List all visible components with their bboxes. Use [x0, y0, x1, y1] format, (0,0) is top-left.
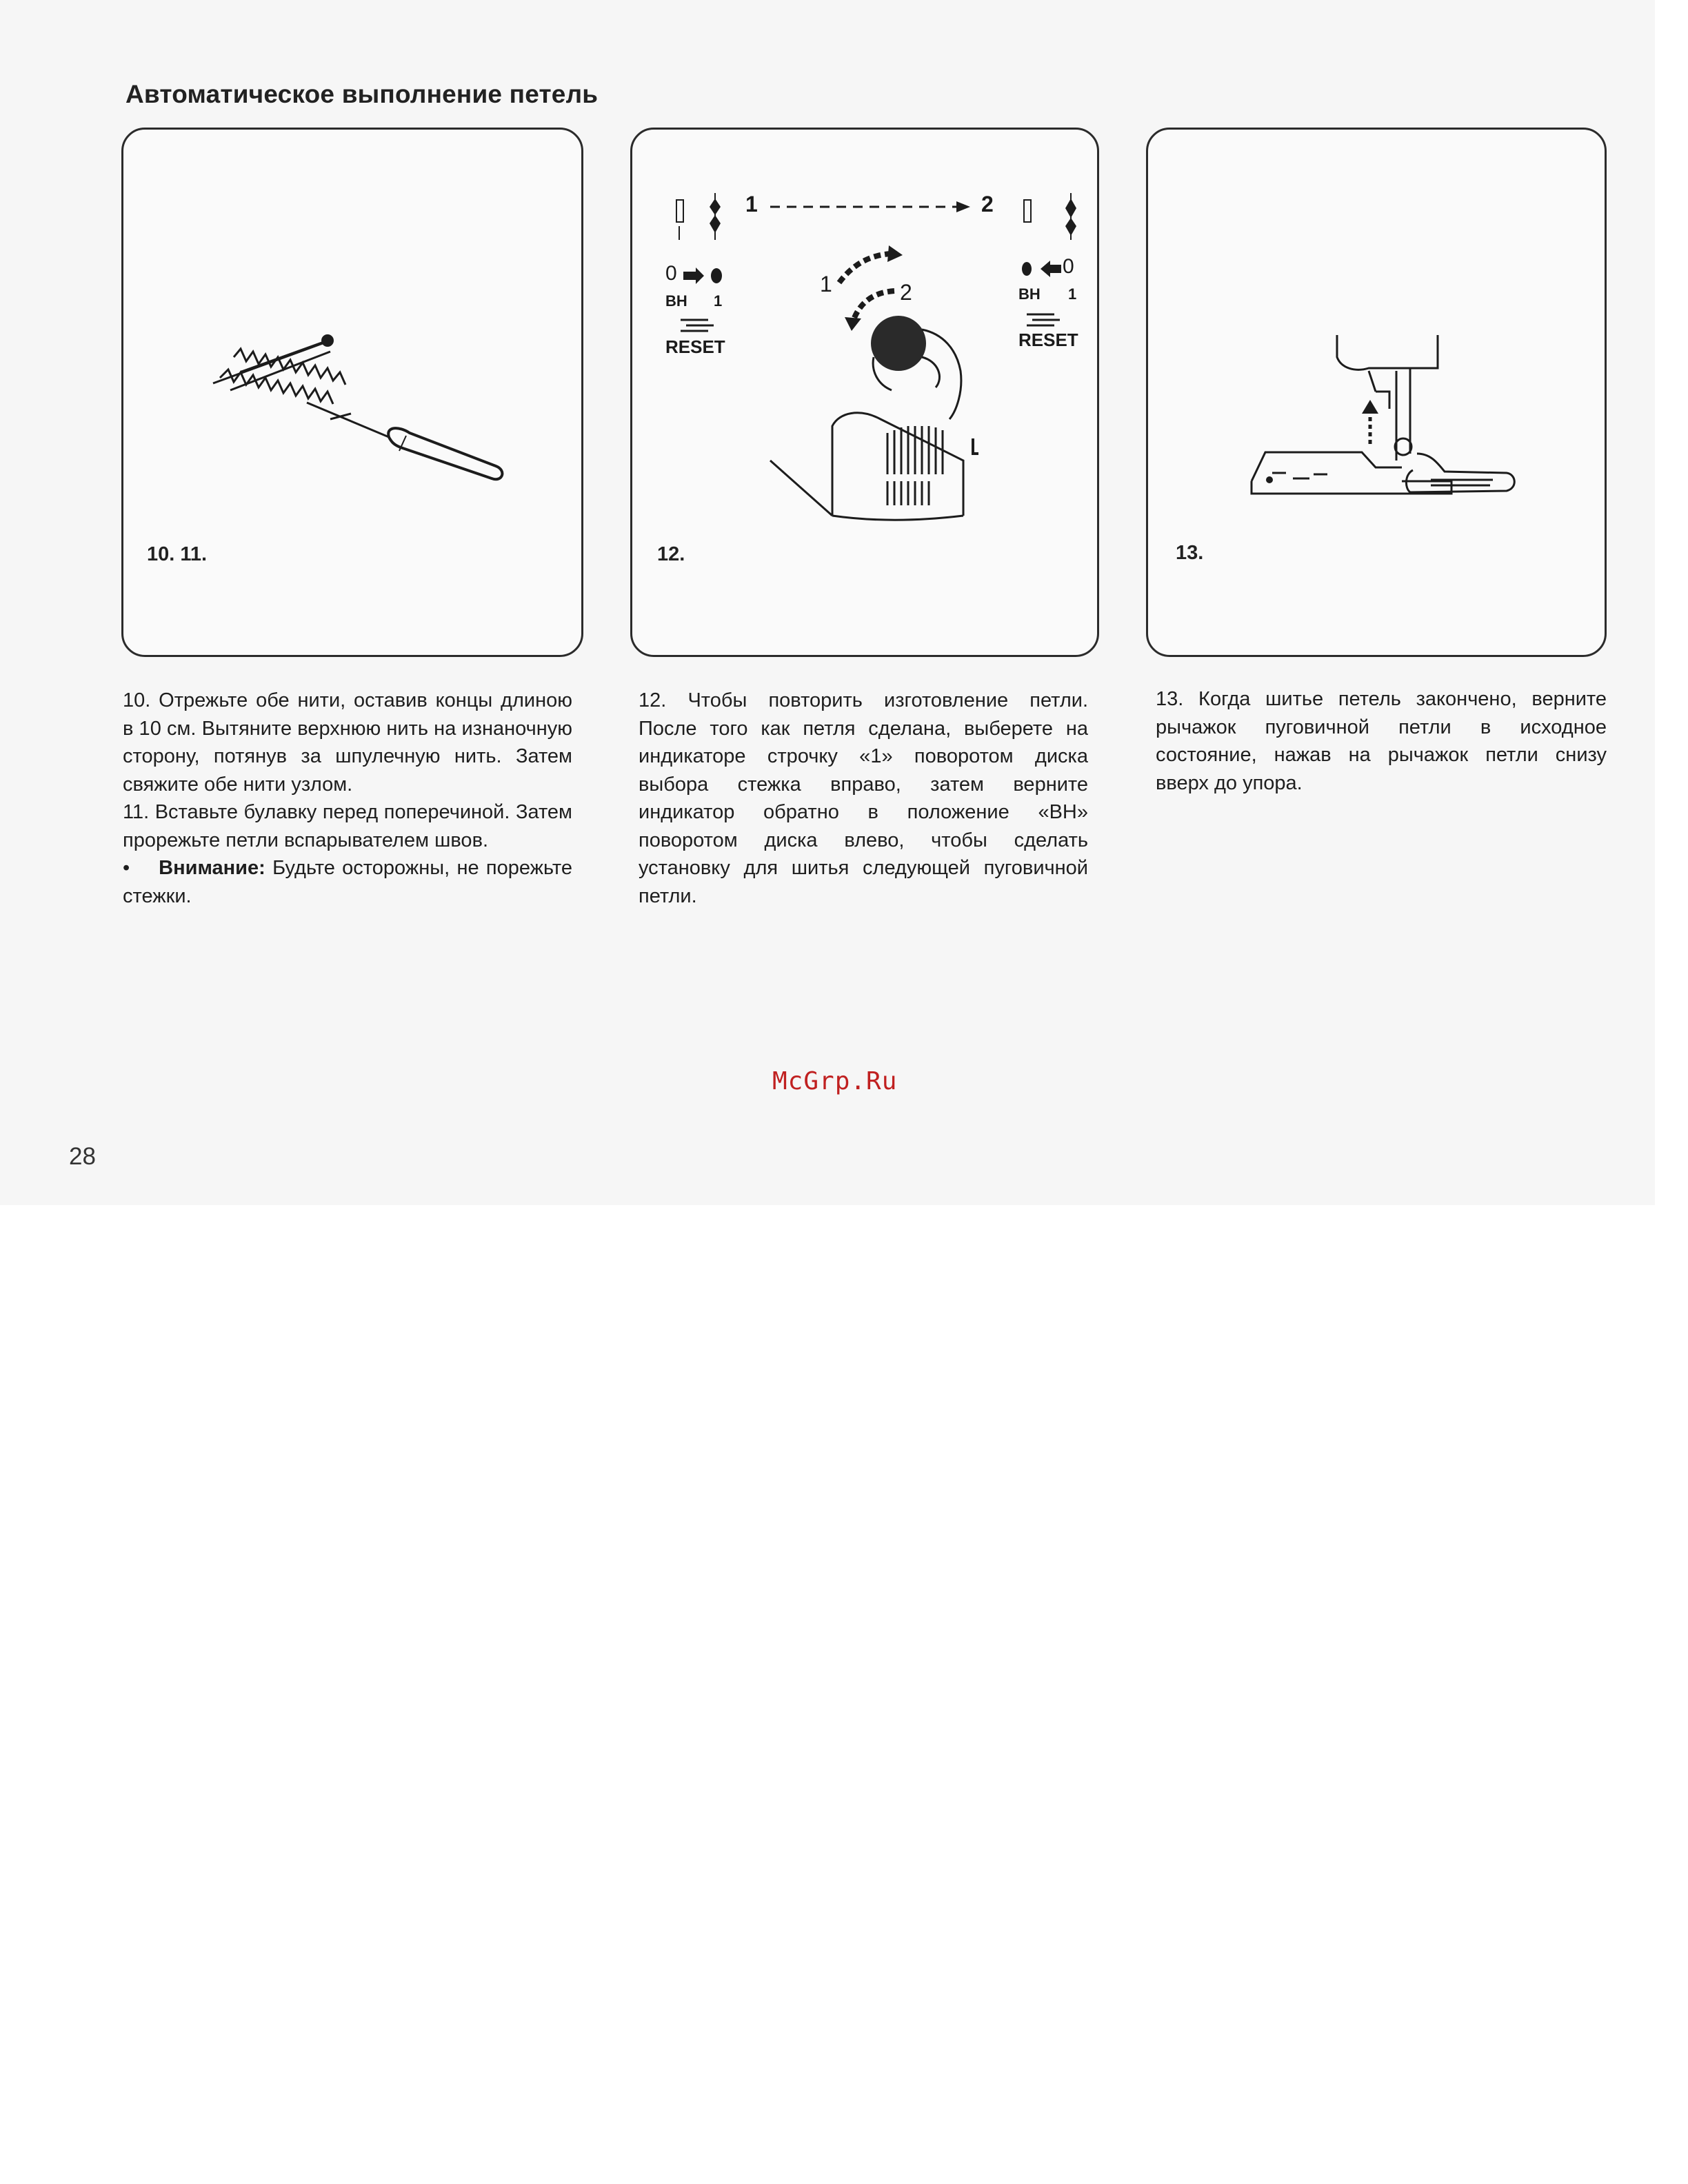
warning-label: Внимание:: [159, 857, 265, 879]
figure-panel-12: [630, 128, 1099, 657]
figure-panel-13: [1146, 128, 1607, 657]
instruction-paragraph: 10. Отрежьте обе нити, оставив концы длиною в 10 см. Вытяните верхнюю нить на изнаночную сторону, потянув за шпулечную нить. Затем свяжите обе нити узлом.: [123, 689, 572, 796]
right-indicator-bh: BH: [1018, 285, 1041, 303]
figure-label: 13.: [1176, 542, 1204, 564]
left-reset-label: RESET: [665, 336, 725, 357]
right-reset-label: RESET: [1018, 330, 1078, 350]
instruction-column-2: [639, 687, 1088, 910]
arrow-to-label: 2: [981, 192, 994, 216]
left-indicator-zero: 0: [665, 262, 677, 285]
instruction-column-3: [1156, 685, 1607, 797]
left-indicator-bh: BH: [665, 292, 687, 310]
figure-label: 10. 11.: [147, 543, 208, 565]
arrow-from-label: 1: [745, 192, 758, 216]
left-indicator-one: 1: [714, 292, 723, 310]
warning-text: Будьте осторожны, не порежьте стежки.: [123, 857, 572, 907]
dial-direction-1: 1: [820, 272, 832, 296]
instruction-paragraph: 11. Вставьте булавку перед поперечиной. Затем прорежьте петли вспарывателем швов.: [123, 801, 572, 851]
seam-ripper-illustration: [123, 130, 585, 659]
right-indicator-zero: 0: [1063, 255, 1074, 278]
buttonhole-lever-illustration: [1148, 130, 1609, 659]
warning-paragraph: [123, 854, 572, 910]
instruction-paragraph: 12. Чтобы повторить изготовление петли. После того как петля сделана, выберете на индикаторе строчку «1» поворотом диска выбора стежка вправо, затем верните индикатор обратно в положение «ВН» поворотом диска влево, чтобы сделать установку для шитья следующей пуговичной петли.: [639, 689, 1088, 907]
right-indicator-one: 1: [1068, 285, 1077, 303]
bullet: •: [123, 857, 130, 879]
figure-panel-10-11: [121, 128, 583, 657]
dial-illustration: [632, 130, 1101, 659]
figure-label: 12.: [657, 543, 685, 565]
instruction-column-1: [123, 687, 572, 910]
page-title: Автоматическое выполнение петель: [125, 80, 599, 108]
watermark: McGrp.Ru: [772, 1067, 898, 1095]
page-number: 28: [69, 1143, 96, 1170]
dial-direction-2: 2: [900, 280, 912, 305]
instruction-paragraph: 13. Когда шитье петель закончено, верните рычажок пуговичной петли в исходное состояние, нажав на рычажок петли снизу вверх до упора.: [1156, 688, 1607, 794]
